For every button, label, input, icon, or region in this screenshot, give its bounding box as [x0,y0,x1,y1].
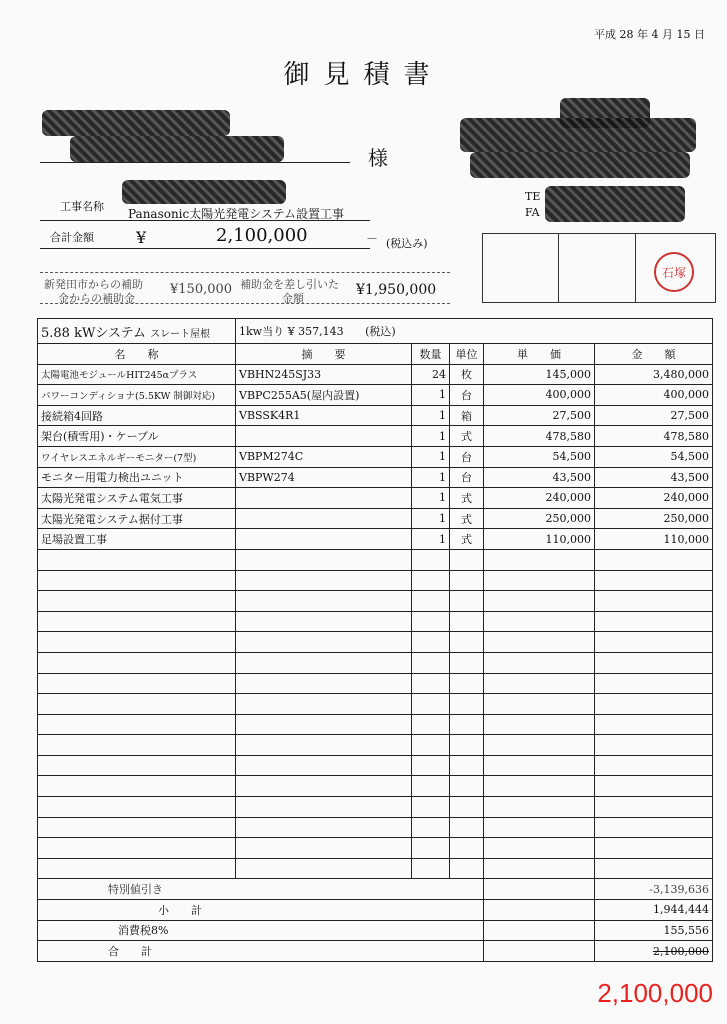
blank-cell [450,838,484,859]
blank-cell [236,591,412,612]
item-name: 太陽電池モジュールHIT245αプラス [38,364,236,385]
discount-amount: -3,139,636 [595,879,713,900]
item-amount: 3,480,000 [595,364,713,385]
blank-cell [450,797,484,818]
system-capacity: 5.88 [41,325,70,341]
item-amount: 110,000 [595,529,713,550]
blank-cell [236,858,412,879]
blank-cell [412,735,450,756]
discount-row [38,879,713,900]
blank-cell [484,632,595,653]
blank-cell [412,673,450,694]
blank-row [38,570,713,591]
blank-cell [38,652,236,673]
subsidy-bottom-line [40,303,450,304]
item-name: 架台(積雪用)・ケーブル [38,426,236,447]
total-label: 合計金額 [50,231,94,244]
item-unit: 式 [450,529,484,550]
date: 平成 28 年 4 月 15 日 [594,28,705,41]
item-unit: 枚 [450,364,484,385]
subtotal-amount: 1,944,444 [595,900,713,921]
blank-cell [412,591,450,612]
item-price: 145,000 [484,364,595,385]
item-price: 240,000 [484,488,595,509]
system-unit: kWシステム [74,325,147,341]
project-label: 工事名称 [60,200,104,213]
blank-cell [412,714,450,735]
blank-row [38,797,713,818]
item-unit: 台 [450,385,484,406]
blank-row [38,755,713,776]
page-title: 御見積書 [283,60,444,90]
item-price: 110,000 [484,529,595,550]
blank-cell [484,549,595,570]
after-subsidy-amount: ¥1,950,000 [356,282,437,298]
project-name: Panasonic太陽光発電システム設置工事 [128,207,345,221]
table-row [38,508,713,529]
blank-cell [595,797,713,818]
blank-cell [450,591,484,612]
blank-cell [236,611,412,632]
col-desc-header: 摘 要 [236,344,412,365]
blank-cell [38,570,236,591]
col-qty-header: 数量 [412,344,450,365]
redacted-company-2 [460,118,696,152]
blank-cell [38,858,236,879]
blank-row [38,735,713,756]
after-subsidy-label-1: 補助金を差し引いた [240,278,339,291]
item-desc: VBPC255A5(屋内設置) [236,385,412,406]
tax-amount: 155,556 [595,920,713,941]
item-qty: 1 [412,467,450,488]
item-unit: 箱 [450,405,484,426]
blank-cell [38,611,236,632]
blank-cell [236,549,412,570]
item-desc: VBHN245SJ33 [236,364,412,385]
blank-row [38,611,713,632]
blank-row [38,591,713,612]
blank-cell [412,838,450,859]
item-desc: VBPW274 [236,467,412,488]
table-row [38,426,713,447]
item-price: 478,580 [484,426,595,447]
discount-label: 特別値引き [38,879,484,900]
system-capacity-cell [38,319,236,344]
blank-cell [450,549,484,570]
item-qty: 1 [412,385,450,406]
tax-blank [484,920,595,941]
blank-cell [412,797,450,818]
table-row [38,364,713,385]
blank-cell [412,570,450,591]
blank-cell [484,714,595,735]
discount-blank [484,879,595,900]
redacted-contact [545,186,685,222]
grand-total-amount: 2,100,000 [595,941,713,962]
blank-cell [595,755,713,776]
subtotal-row [38,900,713,921]
item-price: 27,500 [484,405,595,426]
blank-cell [484,591,595,612]
blank-cell [450,632,484,653]
blank-cell [595,694,713,715]
blank-cell [595,652,713,673]
blank-row [38,673,713,694]
item-qty: 1 [412,446,450,467]
blank-cell [595,632,713,653]
item-qty: 1 [412,426,450,447]
col-unit-header: 単位 [450,344,484,365]
item-name: ワイヤレスエネルギーモニター(7型) [38,446,236,467]
item-name: 太陽光発電システム電気工事 [38,488,236,509]
blank-cell [236,776,412,797]
blank-cell [412,694,450,715]
after-subsidy-label-2: 金額 [282,292,304,305]
total-amount: 2,100,000 [216,225,308,246]
blank-cell [236,797,412,818]
blank-cell [412,755,450,776]
blank-cell [595,714,713,735]
item-price: 400,000 [484,385,595,406]
blank-cell [484,776,595,797]
item-desc: VBPM274C [236,446,412,467]
item-amount: 250,000 [595,508,713,529]
subtotal-label: 小 計 [38,900,484,921]
subsidy-top-line [40,272,450,273]
blank-cell [236,652,412,673]
handwritten-total: 2,100,000 [597,978,713,1008]
item-price: 43,500 [484,467,595,488]
table-row [38,405,713,426]
blank-row [38,694,713,715]
per-kw-tax: (税込) [365,325,396,338]
blank-cell [595,858,713,879]
blank-cell [450,673,484,694]
item-amount: 400,000 [595,385,713,406]
grand-total-row [38,941,713,962]
blank-row [38,776,713,797]
per-kw-label: 1kw当り [239,325,285,338]
blank-cell [412,817,450,838]
project-underline [40,220,370,221]
blank-cell [484,817,595,838]
subsidy-amount: ¥150,000 [170,282,233,297]
blank-cell [484,611,595,632]
blank-cell [484,858,595,879]
item-desc [236,426,412,447]
item-qty: 24 [412,364,450,385]
header-row [38,344,713,365]
tax-row [38,920,713,941]
blank-cell [484,755,595,776]
blank-cell [484,673,595,694]
col-name-header: 名 称 [38,344,236,365]
blank-cell [412,776,450,797]
per-kw-price: ¥ 357,143 [287,325,344,338]
blank-cell [38,755,236,776]
grand-total-blank [484,941,595,962]
item-unit: 式 [450,488,484,509]
table-row [38,529,713,550]
blank-cell [236,632,412,653]
item-unit: 台 [450,467,484,488]
blank-cell [412,652,450,673]
blank-cell [484,735,595,756]
blank-cell [595,735,713,756]
blank-cell [450,776,484,797]
total-suffix: － [366,232,379,246]
blank-cell [38,714,236,735]
blank-cell [412,611,450,632]
blank-cell [236,755,412,776]
blank-cell [38,673,236,694]
item-desc [236,488,412,509]
table-row [38,446,713,467]
item-unit: 式 [450,508,484,529]
item-unit: 台 [450,446,484,467]
seal-stamp: 石塚 [654,252,694,292]
blank-cell [236,694,412,715]
blank-cell [595,838,713,859]
item-amount: 27,500 [595,405,713,426]
blank-cell [38,549,236,570]
fax-label: FA [525,206,540,219]
grand-total-label: 合 計 [38,941,484,962]
blank-cell [412,632,450,653]
item-name: 足場設置工事 [38,529,236,550]
item-unit: 式 [450,426,484,447]
blank-cell [236,714,412,735]
blank-row [38,714,713,735]
table-row [38,467,713,488]
item-desc [236,529,412,550]
blank-cell [450,652,484,673]
blank-row [38,632,713,653]
redacted-company-3 [470,152,690,178]
honorific: 様 [368,146,388,170]
blank-row [38,817,713,838]
stamp-divider [558,234,559,302]
blank-row [38,858,713,879]
blank-cell [412,549,450,570]
total-yen: ¥ [136,228,147,247]
tax-label: 消費税8% [38,920,484,941]
blank-cell [450,714,484,735]
blank-cell [236,735,412,756]
system-row-blank [484,319,713,344]
system-row [38,319,713,344]
blank-cell [595,776,713,797]
blank-cell [484,570,595,591]
blank-cell [484,797,595,818]
blank-cell [484,694,595,715]
subtotal-blank [484,900,595,921]
blank-cell [38,632,236,653]
blank-cell [38,817,236,838]
blank-cell [236,570,412,591]
blank-cell [450,735,484,756]
table-row [38,385,713,406]
item-price: 250,000 [484,508,595,529]
item-qty: 1 [412,405,450,426]
blank-cell [595,591,713,612]
blank-cell [38,735,236,756]
blank-cell [595,817,713,838]
blank-cell [484,838,595,859]
blank-cell [38,797,236,818]
stamp-divider [635,234,636,302]
redacted-customer-line1 [42,110,230,136]
item-desc [236,508,412,529]
item-name: パワーコンディショナ(5.5KW 制御対応) [38,385,236,406]
item-name: 太陽光発電システム据付工事 [38,508,236,529]
table-row [38,488,713,509]
blank-cell [38,694,236,715]
blank-row [38,652,713,673]
system-roof: スレート屋根 [150,328,211,340]
col-amount-header: 金 額 [595,344,713,365]
blank-cell [595,611,713,632]
redacted-customer-line2 [70,136,284,162]
blank-cell [38,591,236,612]
blank-row [38,549,713,570]
blank-cell [450,755,484,776]
item-amount: 43,500 [595,467,713,488]
blank-cell [450,570,484,591]
item-amount: 54,500 [595,446,713,467]
customer-underline [40,162,350,163]
blank-cell [236,817,412,838]
total-tax-note: (税込み) [386,237,428,250]
item-desc: VBSSK4R1 [236,405,412,426]
tel-label: TE [525,190,541,203]
blank-cell [38,838,236,859]
blank-row [38,838,713,859]
blank-cell [38,776,236,797]
subsidy-label-2: 金からの補助金 [58,292,135,305]
blank-cell [450,611,484,632]
item-name: 接続箱4回路 [38,405,236,426]
subsidy-label-1: 新発田市からの補助 [44,278,143,291]
item-name: モニター用電力検出ユニット [38,467,236,488]
blank-cell [236,673,412,694]
item-amount: 478,580 [595,426,713,447]
blank-cell [450,817,484,838]
redacted-project-header [122,180,286,204]
per-kw-cell [236,319,484,344]
blank-cell [450,694,484,715]
blank-cell [484,652,595,673]
blank-cell [595,570,713,591]
item-qty: 1 [412,529,450,550]
blank-cell [595,549,713,570]
total-underline [40,248,370,249]
blank-cell [236,838,412,859]
blank-cell [595,673,713,694]
item-price: 54,500 [484,446,595,467]
item-qty: 1 [412,488,450,509]
col-price-header: 単 価 [484,344,595,365]
blank-cell [450,858,484,879]
item-amount: 240,000 [595,488,713,509]
item-qty: 1 [412,508,450,529]
estimate-table [37,318,713,962]
blank-cell [412,858,450,879]
